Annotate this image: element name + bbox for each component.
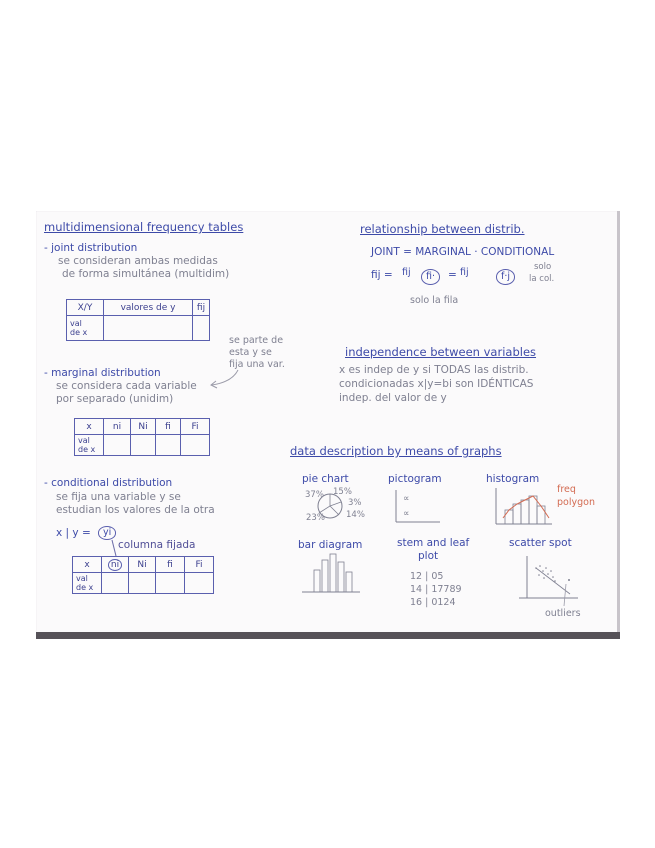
multidimensional-title: multidimensional frequency tables — [44, 220, 244, 234]
stem-row-1: 12 | 05 — [410, 571, 444, 582]
relationship-title: relationship between distrib. — [360, 222, 525, 236]
marginal-col-fi: fi — [156, 419, 181, 435]
marginal-col-ni: ni — [104, 419, 131, 435]
relationship-f2: fij — [460, 267, 469, 278]
joint-line1: se consideran ambas medidas — [58, 255, 218, 267]
conditional-row-label: val de x — [73, 573, 102, 594]
marginal-heading: - marginal distribution — [44, 367, 161, 379]
histogram-label: histogram — [486, 473, 540, 485]
conditional-col-x: x — [73, 557, 102, 573]
relationship-formula-lhs: fij = — [371, 269, 393, 281]
marginal-line2: por separado (unidim) — [56, 393, 174, 405]
graphs-title: data description by means of graphs — [290, 444, 502, 458]
stem-row-3: 16 | 0124 — [410, 597, 456, 608]
pie-label-2: 15% — [333, 487, 352, 497]
relationship-note-top1: solo — [534, 262, 552, 272]
stem-leaf-label-2: plot — [418, 550, 439, 562]
relationship-line1: JOINT = MARGINAL · CONDITIONAL — [371, 246, 555, 258]
pictogram-icon — [396, 490, 440, 522]
conditional-line2: estudian los valores de la otra — [56, 504, 215, 516]
freq-polygon-label-1: freq — [557, 484, 576, 495]
relationship-eq: = — [448, 269, 457, 281]
conditional-formula: x | y = — [56, 527, 91, 539]
conditional-line1: se fija una variable y se — [56, 491, 181, 503]
pie-label-4: 23% — [306, 513, 325, 523]
conditional-formula-circle: yi — [98, 526, 116, 540]
relationship-f1-circle: fi· — [421, 269, 440, 285]
pie-label-1: 37% — [305, 490, 324, 500]
conditional-col-Ni: Ni — [129, 557, 156, 573]
pictogram-label: pictogram — [388, 473, 442, 485]
bar-diagram-icon — [302, 554, 360, 592]
independence-title: independence between variables — [345, 345, 537, 359]
joint-col-fij: fij — [193, 300, 210, 316]
marginal-col-x: x — [75, 419, 104, 435]
pie-label: pie chart — [302, 473, 349, 485]
joint-side-note-3: fija una var. — [229, 359, 285, 370]
svg-text:∝: ∝ — [403, 494, 410, 504]
conditional-heading: - conditional distribution — [44, 477, 173, 489]
relationship-f2-circle: f·j — [496, 269, 515, 285]
independence-line3: indep. del valor de y — [339, 392, 447, 404]
conditional-col-ni: ni — [102, 557, 129, 573]
pie-label-5: 14% — [346, 510, 365, 520]
outliers-label: outliers — [545, 608, 581, 619]
independence-line2: condicionadas x|y=bi son IDÉNTICAS — [339, 378, 534, 390]
relationship-note-bottom: solo la fila — [410, 295, 459, 306]
conditional-col-fi: fi — [156, 557, 185, 573]
joint-line2: de forma simultánea (multidim) — [62, 268, 230, 280]
independence-line1: x es indep de y si TODAS las distrib. — [339, 364, 529, 376]
relationship-note-top2: la col. — [529, 274, 555, 284]
svg-text:∝: ∝ — [403, 509, 410, 519]
histogram-icon — [496, 488, 552, 524]
joint-heading: - joint distribution — [44, 242, 138, 254]
conditional-note: columna fijada — [118, 539, 196, 551]
relationship-f1: fij — [402, 267, 411, 278]
scatter-icon — [519, 556, 578, 606]
marginal-row-label: val de x — [75, 435, 104, 456]
pie-label-3: 3% — [348, 498, 362, 508]
joint-side-note-1: se parte de — [229, 335, 284, 346]
scatter-label: scatter spot — [509, 537, 572, 549]
joint-row-label: val de x — [67, 316, 104, 341]
joint-col-xy: X/Y — [67, 300, 104, 316]
stem-leaf-label-1: stem and leaf — [397, 537, 470, 549]
joint-side-note-2: esta y se — [229, 347, 272, 358]
conditional-col-Fi: Fi — [185, 557, 214, 573]
freq-polygon-label-2: polygon — [557, 497, 595, 508]
stem-row-2: 14 | 17789 — [410, 584, 462, 595]
marginal-col-Fi: Fi — [181, 419, 210, 435]
marginal-line1: se considera cada variable — [56, 380, 197, 392]
marginal-col-Ni: Ni — [131, 419, 156, 435]
joint-col-values: valores de y — [104, 300, 193, 316]
bar-diagram-label: bar diagram — [298, 539, 363, 551]
pie-chart-icon — [318, 494, 342, 518]
